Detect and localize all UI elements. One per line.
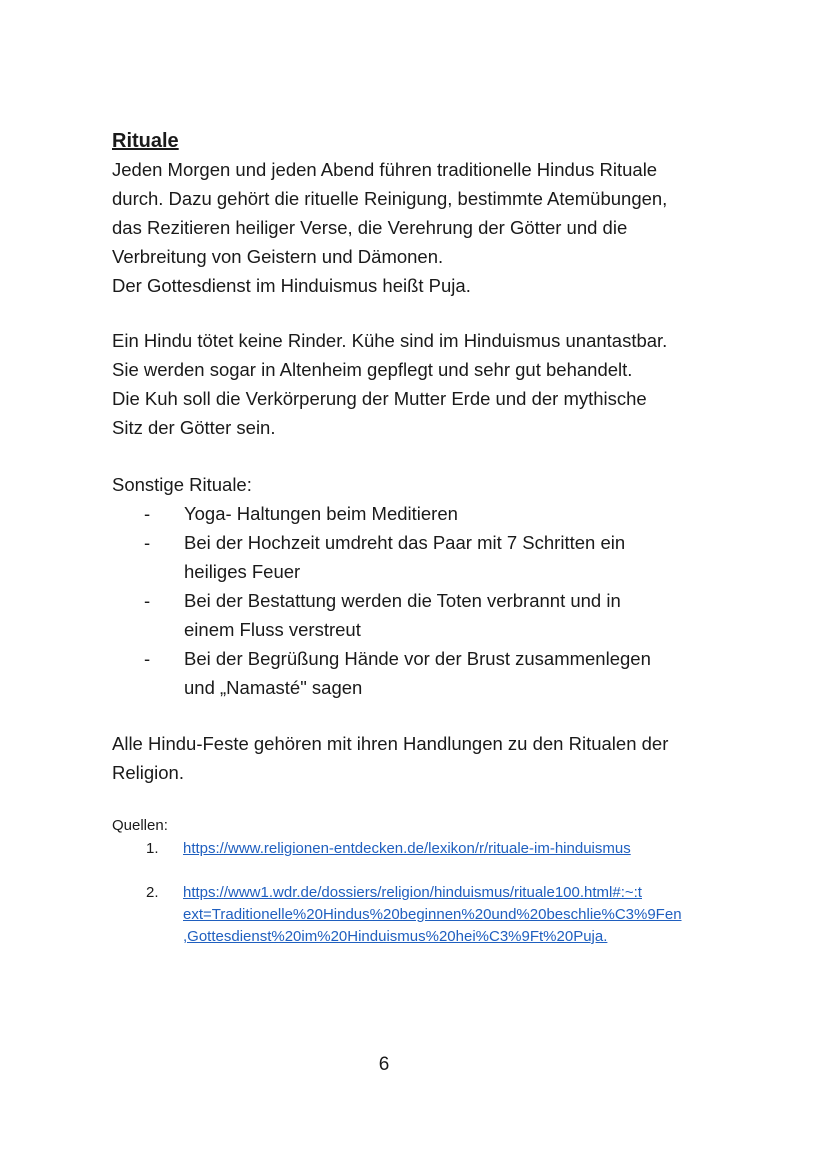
source-link-text[interactable]: https://www1.wdr.de/dossiers/religion/hinduismus/rituale100.html#:~:t (183, 884, 642, 901)
list-item-text: Yoga- Haltungen beim Meditieren (184, 503, 458, 524)
paragraph-rituals (112, 155, 752, 300)
text-line: Verbreitung von Geistern und Dämonen. (112, 246, 444, 267)
source-number: 2. (146, 884, 159, 901)
source-item (146, 882, 682, 948)
list-item-text: heiliges Feuer (184, 561, 301, 582)
list-item (144, 644, 651, 702)
bullet-dash: - (144, 532, 151, 553)
text-line: Sitz der Götter sein. (112, 417, 276, 438)
text-line: Ein Hindu tötet keine Rinder. Kühe sind im Hinduismus unantastbar. (112, 330, 668, 351)
text-line: das Rezitieren heiliger Verse, die Verehrung der Götter und die (112, 217, 628, 238)
paragraph-festivals (112, 729, 752, 787)
source-number: 1. (146, 840, 159, 857)
source-link-text[interactable]: ext=Traditionelle%20Hindus%20beginnen%20und%20beschlie%C3%9Fen (183, 906, 682, 923)
sources-list (146, 838, 682, 948)
list-item-text: und „Namasté" sagen (184, 677, 363, 698)
list-item-text: Bei der Bestattung werden die Toten verbrannt und in (184, 590, 621, 611)
bullet-dash: - (144, 503, 151, 524)
list-item-text: Bei der Begrüßung Hände vor der Brust zusammenlegen (184, 648, 651, 669)
source-link[interactable] (183, 882, 682, 948)
section-heading: Rituale (112, 130, 179, 152)
text-line: Alle Hindu-Feste gehören mit ihren Handlungen zu den Ritualen der (112, 733, 669, 754)
bullet-dash: - (144, 648, 151, 669)
list-item-text: Bei der Hochzeit umdreht das Paar mit 7 Schritten ein (184, 532, 626, 553)
source-item (146, 838, 682, 860)
bullet-dash: - (144, 590, 151, 611)
text-line: Jeden Morgen und jeden Abend führen traditionelle Hindus Rituale (112, 159, 658, 180)
list-item (144, 528, 651, 586)
other-rituals-title (112, 470, 752, 499)
text-line: durch. Dazu gehört die rituelle Reinigung, bestimmte Atemübungen, (112, 188, 668, 209)
list-item (144, 586, 651, 644)
text-line: Sonstige Rituale: (112, 474, 252, 495)
paragraph-cows (112, 326, 752, 442)
text-line: Sie werden sogar in Altenheim gepflegt und sehr gut behandelt. (112, 359, 633, 380)
text-line: Religion. (112, 762, 184, 783)
list-item-text: einem Fluss verstreut (184, 619, 361, 640)
source-link-text[interactable]: https://www.religionen-entdecken.de/lexikon/r/rituale-im-hinduismus (183, 840, 631, 857)
source-link[interactable] (183, 838, 682, 860)
source-link-text[interactable]: ,Gottesdienst%20im%20Hinduismus%20hei%C3%9Ft%20Puja. (183, 928, 608, 945)
text-line: Der Gottesdienst im Hinduismus heißt Puja. (112, 275, 471, 296)
list-item (144, 499, 651, 528)
page-number: 6 (378, 1054, 390, 1075)
text-line: Die Kuh soll die Verkörperung der Mutter Erde und der mythische (112, 388, 647, 409)
sources-title: Quellen: (112, 817, 168, 834)
rituals-list (144, 499, 651, 702)
